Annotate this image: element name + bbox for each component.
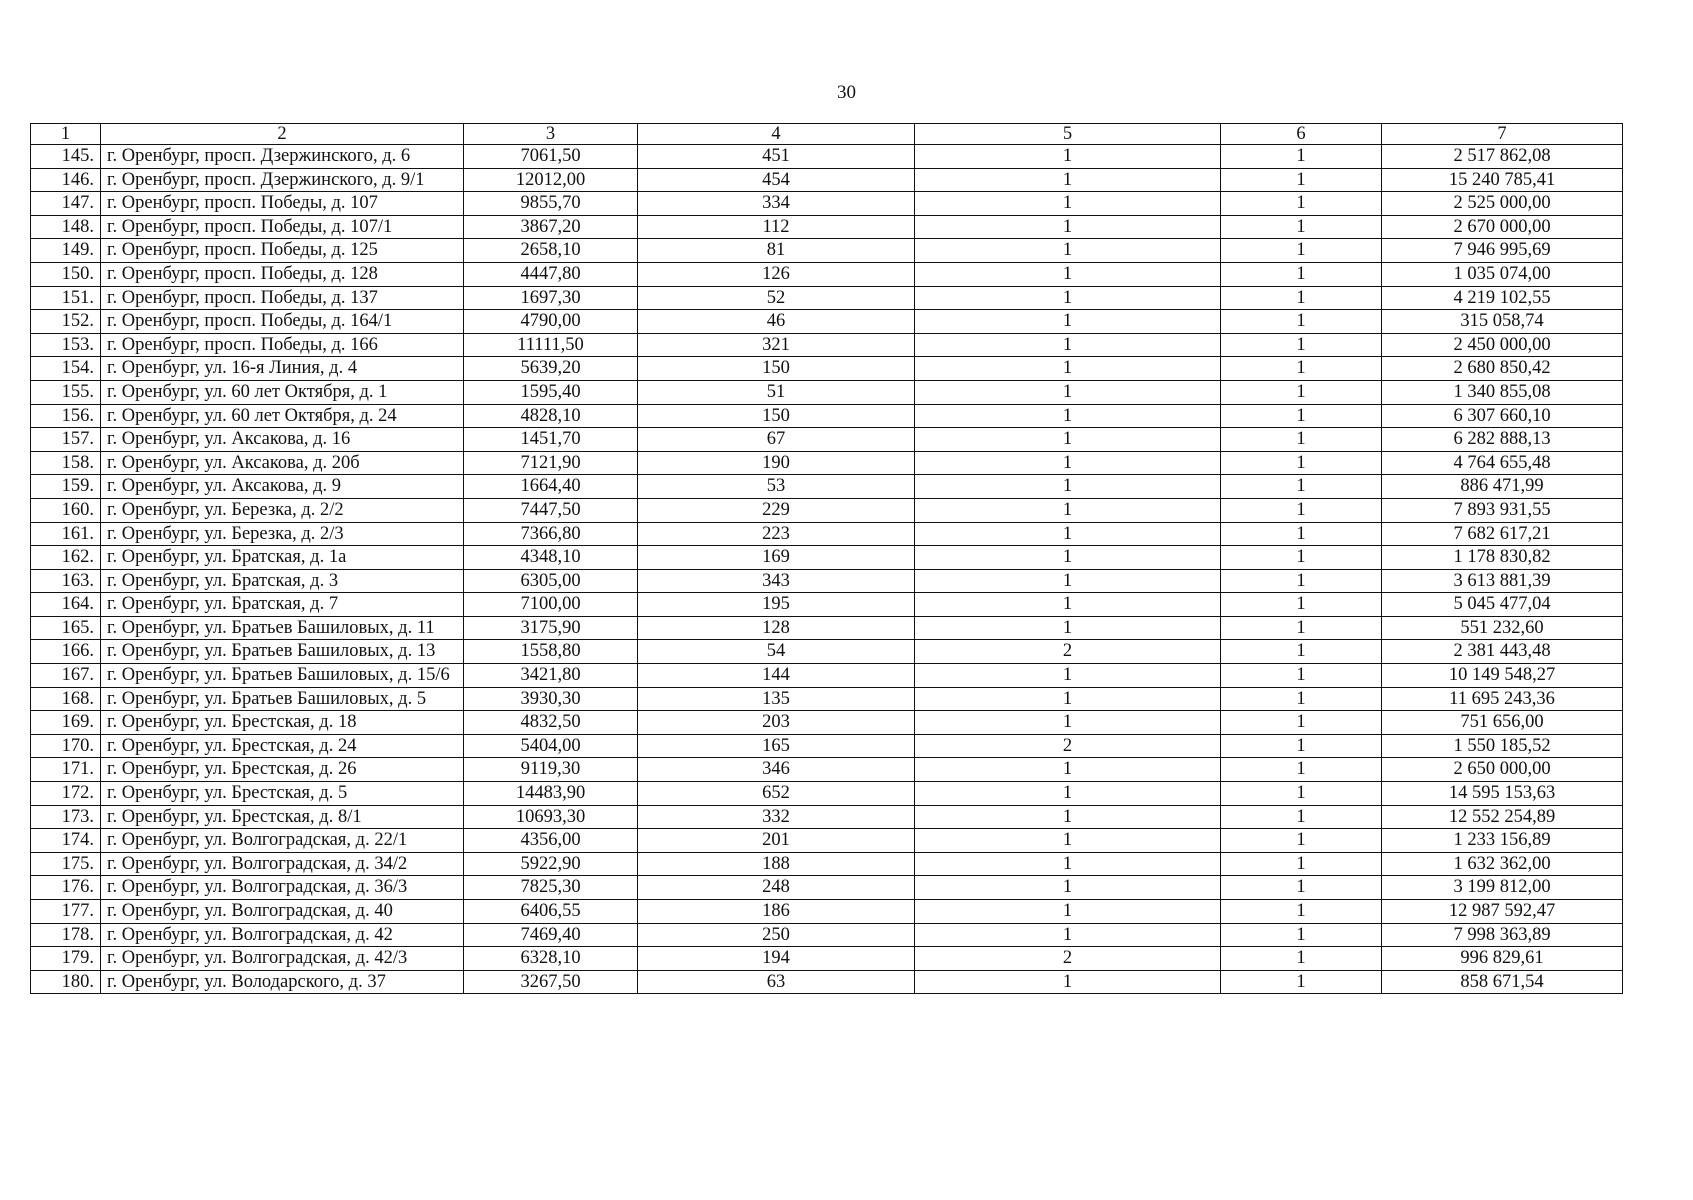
area-cell: 7121,90 (464, 451, 638, 475)
row-number: 157. (31, 428, 101, 452)
amount-cell: 1 178 830,82 (1382, 546, 1623, 570)
amount-cell: 1 550 185,52 (1382, 734, 1623, 758)
col5-cell: 1 (915, 380, 1221, 404)
col5-cell: 2 (915, 734, 1221, 758)
address-cell: г. Оренбург, ул. Братьев Башиловых, д. 15/6 (101, 664, 464, 688)
amount-cell: 1 632 362,00 (1382, 852, 1623, 876)
count-cell: 63 (638, 970, 915, 994)
area-cell: 7469,40 (464, 923, 638, 947)
amount-cell: 5 045 477,04 (1382, 593, 1623, 617)
address-cell: г. Оренбург, ул. Аксакова, д. 20б (101, 451, 464, 475)
col5-cell: 1 (915, 357, 1221, 381)
address-cell: г. Оренбург, ул. Аксакова, д. 9 (101, 475, 464, 499)
col6-cell: 1 (1221, 239, 1382, 263)
count-cell: 186 (638, 900, 915, 924)
col6-cell: 1 (1221, 923, 1382, 947)
address-cell: г. Оренбург, ул. Волгоградская, д. 34/2 (101, 852, 464, 876)
table-row (31, 876, 1623, 900)
column-header: 5 (915, 124, 1221, 145)
row-number: 176. (31, 876, 101, 900)
row-number: 162. (31, 546, 101, 570)
table-row (31, 286, 1623, 310)
table-row (31, 357, 1623, 381)
amount-cell: 7 893 931,55 (1382, 498, 1623, 522)
address-cell: г. Оренбург, ул. Братьев Башиловых, д. 5 (101, 687, 464, 711)
count-cell: 229 (638, 498, 915, 522)
row-number: 163. (31, 569, 101, 593)
row-number: 165. (31, 616, 101, 640)
col5-cell: 1 (915, 145, 1221, 169)
table-row (31, 640, 1623, 664)
row-number: 171. (31, 758, 101, 782)
address-cell: г. Оренбург, ул. Брестская, д. 18 (101, 711, 464, 735)
table-row (31, 616, 1623, 640)
address-cell: г. Оренбург, ул. Брестская, д. 5 (101, 782, 464, 806)
area-cell: 3930,30 (464, 687, 638, 711)
area-cell: 10693,30 (464, 805, 638, 829)
table-row (31, 239, 1623, 263)
amount-cell: 7 946 995,69 (1382, 239, 1623, 263)
table-row (31, 428, 1623, 452)
area-cell: 7100,00 (464, 593, 638, 617)
table-row (31, 593, 1623, 617)
count-cell: 128 (638, 616, 915, 640)
col5-cell: 1 (915, 522, 1221, 546)
col6-cell: 1 (1221, 333, 1382, 357)
row-number: 175. (31, 852, 101, 876)
count-cell: 652 (638, 782, 915, 806)
address-cell: г. Оренбург, просп. Победы, д. 137 (101, 286, 464, 310)
row-number: 161. (31, 522, 101, 546)
col5-cell: 1 (915, 215, 1221, 239)
col6-cell: 1 (1221, 569, 1382, 593)
col6-cell: 1 (1221, 168, 1382, 192)
table-row (31, 168, 1623, 192)
amount-cell: 12 987 592,47 (1382, 900, 1623, 924)
amount-cell: 886 471,99 (1382, 475, 1623, 499)
table-row (31, 215, 1623, 239)
col6-cell: 1 (1221, 215, 1382, 239)
col5-cell: 1 (915, 829, 1221, 853)
col5-cell: 1 (915, 593, 1221, 617)
area-cell: 5404,00 (464, 734, 638, 758)
address-cell: г. Оренбург, ул. Володарского, д. 37 (101, 970, 464, 994)
col6-cell: 1 (1221, 428, 1382, 452)
amount-cell: 3 613 881,39 (1382, 569, 1623, 593)
col5-cell: 1 (915, 876, 1221, 900)
count-cell: 454 (638, 168, 915, 192)
col5-cell: 1 (915, 310, 1221, 334)
table-row (31, 829, 1623, 853)
address-cell: г. Оренбург, просп. Дзержинского, д. 9/1 (101, 168, 464, 192)
col5-cell: 1 (915, 428, 1221, 452)
address-cell: г. Оренбург, ул. Березка, д. 2/3 (101, 522, 464, 546)
page-number: 30 (837, 82, 856, 103)
table-row (31, 310, 1623, 334)
col5-cell: 1 (915, 168, 1221, 192)
table-row (31, 145, 1623, 169)
col5-cell: 1 (915, 711, 1221, 735)
table-row (31, 900, 1623, 924)
table-row (31, 687, 1623, 711)
row-number: 178. (31, 923, 101, 947)
table-row (31, 333, 1623, 357)
col6-cell: 1 (1221, 498, 1382, 522)
amount-cell: 858 671,54 (1382, 970, 1623, 994)
amount-cell: 3 199 812,00 (1382, 876, 1623, 900)
area-cell: 2658,10 (464, 239, 638, 263)
col5-cell: 1 (915, 451, 1221, 475)
count-cell: 51 (638, 380, 915, 404)
count-cell: 188 (638, 852, 915, 876)
address-cell: г. Оренбург, ул. Волгоградская, д. 40 (101, 900, 464, 924)
amount-cell: 6 307 660,10 (1382, 404, 1623, 428)
col5-cell: 1 (915, 262, 1221, 286)
col5-cell: 1 (915, 498, 1221, 522)
address-cell: г. Оренбург, ул. Брестская, д. 8/1 (101, 805, 464, 829)
col5-cell: 1 (915, 852, 1221, 876)
col6-cell: 1 (1221, 451, 1382, 475)
count-cell: 223 (638, 522, 915, 546)
area-cell: 3175,90 (464, 616, 638, 640)
col5-cell: 1 (915, 475, 1221, 499)
count-cell: 112 (638, 215, 915, 239)
amount-cell: 4 219 102,55 (1382, 286, 1623, 310)
col5-cell: 1 (915, 782, 1221, 806)
area-cell: 3421,80 (464, 664, 638, 688)
count-cell: 346 (638, 758, 915, 782)
col6-cell: 1 (1221, 970, 1382, 994)
area-cell: 6305,00 (464, 569, 638, 593)
amount-cell: 315 058,74 (1382, 310, 1623, 334)
area-cell: 7447,50 (464, 498, 638, 522)
area-cell: 5639,20 (464, 357, 638, 381)
address-cell: г. Оренбург, просп. Победы, д. 125 (101, 239, 464, 263)
row-number: 172. (31, 782, 101, 806)
area-cell: 1451,70 (464, 428, 638, 452)
table-row (31, 805, 1623, 829)
amount-cell: 996 829,61 (1382, 947, 1623, 971)
count-cell: 190 (638, 451, 915, 475)
table-row (31, 758, 1623, 782)
count-cell: 321 (638, 333, 915, 357)
table-row (31, 923, 1623, 947)
row-number: 173. (31, 805, 101, 829)
area-cell: 7061,50 (464, 145, 638, 169)
count-cell: 250 (638, 923, 915, 947)
registry-table (30, 123, 1623, 994)
amount-cell: 2 680 850,42 (1382, 357, 1623, 381)
col6-cell: 1 (1221, 640, 1382, 664)
amount-cell: 1 340 855,08 (1382, 380, 1623, 404)
address-cell: г. Оренбург, ул. Братская, д. 1а (101, 546, 464, 570)
row-number: 170. (31, 734, 101, 758)
area-cell: 1595,40 (464, 380, 638, 404)
col6-cell: 1 (1221, 145, 1382, 169)
address-cell: г. Оренбург, просп. Победы, д. 107/1 (101, 215, 464, 239)
amount-cell: 10 149 548,27 (1382, 664, 1623, 688)
area-cell: 4447,80 (464, 262, 638, 286)
table-row (31, 711, 1623, 735)
table-row (31, 734, 1623, 758)
row-number: 147. (31, 192, 101, 216)
count-cell: 150 (638, 357, 915, 381)
col6-cell: 1 (1221, 852, 1382, 876)
col6-cell: 1 (1221, 616, 1382, 640)
row-number: 151. (31, 286, 101, 310)
row-number: 168. (31, 687, 101, 711)
amount-cell: 11 695 243,36 (1382, 687, 1623, 711)
row-number: 152. (31, 310, 101, 334)
col5-cell: 1 (915, 687, 1221, 711)
address-cell: г. Оренбург, ул. Брестская, д. 24 (101, 734, 464, 758)
address-cell: г. Оренбург, ул. Волгоградская, д. 42 (101, 923, 464, 947)
table-body (31, 145, 1623, 994)
count-cell: 67 (638, 428, 915, 452)
table-row (31, 970, 1623, 994)
col5-cell: 1 (915, 664, 1221, 688)
amount-cell: 1 233 156,89 (1382, 829, 1623, 853)
address-cell: г. Оренбург, ул. Брестская, д. 26 (101, 758, 464, 782)
amount-cell: 551 232,60 (1382, 616, 1623, 640)
count-cell: 144 (638, 664, 915, 688)
count-cell: 135 (638, 687, 915, 711)
amount-cell: 2 450 000,00 (1382, 333, 1623, 357)
count-cell: 203 (638, 711, 915, 735)
area-cell: 6328,10 (464, 947, 638, 971)
area-cell: 9119,30 (464, 758, 638, 782)
col6-cell: 1 (1221, 262, 1382, 286)
col5-cell: 1 (915, 404, 1221, 428)
amount-cell: 7 998 363,89 (1382, 923, 1623, 947)
amount-cell: 2 381 443,48 (1382, 640, 1623, 664)
area-cell: 4790,00 (464, 310, 638, 334)
col5-cell: 1 (915, 923, 1221, 947)
table-row (31, 262, 1623, 286)
table-row (31, 498, 1623, 522)
area-cell: 1558,80 (464, 640, 638, 664)
column-header: 3 (464, 124, 638, 145)
address-cell: г. Оренбург, ул. Братьев Башиловых, д. 13 (101, 640, 464, 664)
table-row (31, 451, 1623, 475)
col5-cell: 2 (915, 947, 1221, 971)
table-row (31, 380, 1623, 404)
amount-cell: 2 525 000,00 (1382, 192, 1623, 216)
address-cell: г. Оренбург, ул. Братская, д. 3 (101, 569, 464, 593)
table-row (31, 782, 1623, 806)
count-cell: 81 (638, 239, 915, 263)
area-cell: 4356,00 (464, 829, 638, 853)
area-cell: 3867,20 (464, 215, 638, 239)
col5-cell: 1 (915, 286, 1221, 310)
col6-cell: 1 (1221, 687, 1382, 711)
address-cell: г. Оренбург, ул. Березка, д. 2/2 (101, 498, 464, 522)
row-number: 158. (31, 451, 101, 475)
count-cell: 248 (638, 876, 915, 900)
count-cell: 451 (638, 145, 915, 169)
table-row (31, 404, 1623, 428)
address-cell: г. Оренбург, просп. Победы, д. 164/1 (101, 310, 464, 334)
amount-cell: 12 552 254,89 (1382, 805, 1623, 829)
col6-cell: 1 (1221, 380, 1382, 404)
row-number: 155. (31, 380, 101, 404)
row-number: 177. (31, 900, 101, 924)
area-cell: 4348,10 (464, 546, 638, 570)
column-header: 7 (1382, 124, 1623, 145)
row-number: 154. (31, 357, 101, 381)
address-cell: г. Оренбург, ул. 60 лет Октября, д. 1 (101, 380, 464, 404)
col6-cell: 1 (1221, 475, 1382, 499)
col5-cell: 1 (915, 333, 1221, 357)
column-header: 1 (31, 124, 101, 145)
col5-cell: 1 (915, 758, 1221, 782)
col6-cell: 1 (1221, 947, 1382, 971)
count-cell: 194 (638, 947, 915, 971)
count-cell: 150 (638, 404, 915, 428)
area-cell: 1664,40 (464, 475, 638, 499)
table-row (31, 192, 1623, 216)
col6-cell: 1 (1221, 593, 1382, 617)
column-header: 6 (1221, 124, 1382, 145)
row-number: 149. (31, 239, 101, 263)
row-number: 146. (31, 168, 101, 192)
row-number: 159. (31, 475, 101, 499)
amount-cell: 1 035 074,00 (1382, 262, 1623, 286)
table-row (31, 947, 1623, 971)
col6-cell: 1 (1221, 876, 1382, 900)
area-cell: 7366,80 (464, 522, 638, 546)
address-cell: г. Оренбург, просп. Дзержинского, д. 6 (101, 145, 464, 169)
area-cell: 4832,50 (464, 711, 638, 735)
address-cell: г. Оренбург, ул. Братская, д. 7 (101, 593, 464, 617)
table-row (31, 852, 1623, 876)
area-cell: 5922,90 (464, 852, 638, 876)
address-cell: г. Оренбург, просп. Победы, д. 107 (101, 192, 464, 216)
col6-cell: 1 (1221, 664, 1382, 688)
area-cell: 9855,70 (464, 192, 638, 216)
col6-cell: 1 (1221, 900, 1382, 924)
amount-cell: 15 240 785,41 (1382, 168, 1623, 192)
col6-cell: 1 (1221, 310, 1382, 334)
amount-cell: 14 595 153,63 (1382, 782, 1623, 806)
area-cell: 6406,55 (464, 900, 638, 924)
row-number: 145. (31, 145, 101, 169)
col5-cell: 1 (915, 569, 1221, 593)
count-cell: 46 (638, 310, 915, 334)
table-row (31, 546, 1623, 570)
count-cell: 53 (638, 475, 915, 499)
col6-cell: 1 (1221, 711, 1382, 735)
col5-cell: 1 (915, 192, 1221, 216)
col5-cell: 1 (915, 546, 1221, 570)
row-number: 160. (31, 498, 101, 522)
area-cell: 14483,90 (464, 782, 638, 806)
col6-cell: 1 (1221, 357, 1382, 381)
amount-cell: 6 282 888,13 (1382, 428, 1623, 452)
col6-cell: 1 (1221, 805, 1382, 829)
area-cell: 3267,50 (464, 970, 638, 994)
table-row (31, 522, 1623, 546)
col5-cell: 1 (915, 239, 1221, 263)
amount-cell: 2 517 862,08 (1382, 145, 1623, 169)
row-number: 179. (31, 947, 101, 971)
amount-cell: 7 682 617,21 (1382, 522, 1623, 546)
row-number: 164. (31, 593, 101, 617)
amount-cell: 751 656,00 (1382, 711, 1623, 735)
area-cell: 7825,30 (464, 876, 638, 900)
col6-cell: 1 (1221, 546, 1382, 570)
address-cell: г. Оренбург, ул. 16-я Линия, д. 4 (101, 357, 464, 381)
row-number: 156. (31, 404, 101, 428)
col6-cell: 1 (1221, 522, 1382, 546)
area-cell: 1697,30 (464, 286, 638, 310)
count-cell: 165 (638, 734, 915, 758)
amount-cell: 2 670 000,00 (1382, 215, 1623, 239)
column-number-row (31, 124, 1623, 145)
row-number: 174. (31, 829, 101, 853)
count-cell: 332 (638, 805, 915, 829)
address-cell: г. Оренбург, просп. Победы, д. 128 (101, 262, 464, 286)
area-cell: 12012,00 (464, 168, 638, 192)
row-number: 167. (31, 664, 101, 688)
col6-cell: 1 (1221, 286, 1382, 310)
row-number: 153. (31, 333, 101, 357)
col5-cell: 1 (915, 805, 1221, 829)
column-header: 4 (638, 124, 915, 145)
col6-cell: 1 (1221, 192, 1382, 216)
row-number: 169. (31, 711, 101, 735)
col5-cell: 1 (915, 616, 1221, 640)
count-cell: 52 (638, 286, 915, 310)
count-cell: 343 (638, 569, 915, 593)
address-cell: г. Оренбург, просп. Победы, д. 166 (101, 333, 464, 357)
col6-cell: 1 (1221, 829, 1382, 853)
amount-cell: 4 764 655,48 (1382, 451, 1623, 475)
col5-cell: 2 (915, 640, 1221, 664)
col5-cell: 1 (915, 900, 1221, 924)
row-number: 180. (31, 970, 101, 994)
area-cell: 11111,50 (464, 333, 638, 357)
count-cell: 195 (638, 593, 915, 617)
column-header: 2 (101, 124, 464, 145)
count-cell: 201 (638, 829, 915, 853)
count-cell: 54 (638, 640, 915, 664)
row-number: 166. (31, 640, 101, 664)
address-cell: г. Оренбург, ул. Братьев Башиловых, д. 11 (101, 616, 464, 640)
address-cell: г. Оренбург, ул. Аксакова, д. 16 (101, 428, 464, 452)
table-row (31, 664, 1623, 688)
address-cell: г. Оренбург, ул. Волгоградская, д. 22/1 (101, 829, 464, 853)
count-cell: 126 (638, 262, 915, 286)
col6-cell: 1 (1221, 734, 1382, 758)
table-row (31, 569, 1623, 593)
table-row (31, 475, 1623, 499)
row-number: 150. (31, 262, 101, 286)
area-cell: 4828,10 (464, 404, 638, 428)
count-cell: 169 (638, 546, 915, 570)
address-cell: г. Оренбург, ул. 60 лет Октября, д. 24 (101, 404, 464, 428)
col6-cell: 1 (1221, 782, 1382, 806)
address-cell: г. Оренбург, ул. Волгоградская, д. 36/3 (101, 876, 464, 900)
col6-cell: 1 (1221, 404, 1382, 428)
col6-cell: 1 (1221, 758, 1382, 782)
address-cell: г. Оренбург, ул. Волгоградская, д. 42/3 (101, 947, 464, 971)
count-cell: 334 (638, 192, 915, 216)
col5-cell: 1 (915, 970, 1221, 994)
row-number: 148. (31, 215, 101, 239)
amount-cell: 2 650 000,00 (1382, 758, 1623, 782)
